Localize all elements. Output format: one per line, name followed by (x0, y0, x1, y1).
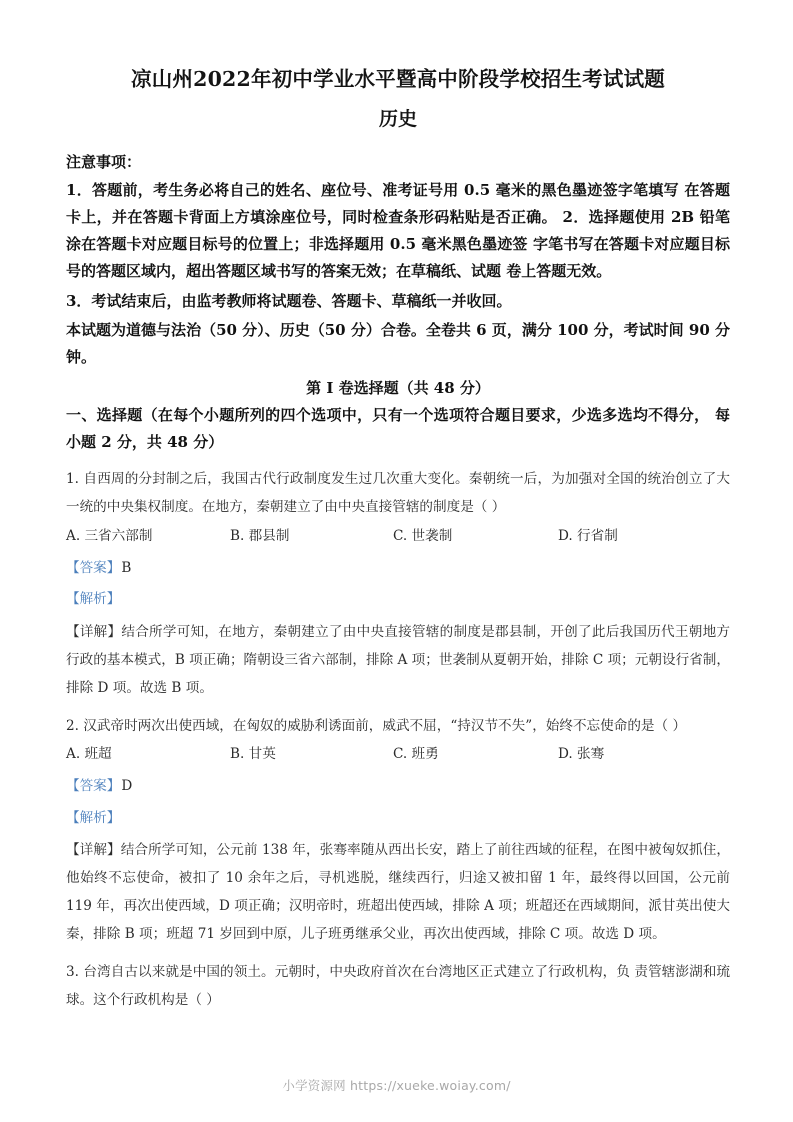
detail-text: 结合所学可知，公元前 138 年，张骞率随从西出长安，踏上了前往西域的征程，在图中被匈奴抓住，他始终不忘使命，被扣了 10 余年之后，寻机逃脱，继续西行，归途又被扣留 1 年，最终得以回国，公元前 119 年，再次出使西域，D 项正确；汉明帝时，班超出使西域，排除 A 项；班超还在西域期间，派甘英出使大秦，排除 B 项；班超 71 岁回到中原，儿子班勇继承父业，再次出使西域，排除 C 项。故选 D 项。 (66, 842, 731, 943)
analysis-line (66, 803, 730, 834)
option-b[interactable]: B. 郡县制 (230, 527, 290, 544)
document-subject: 历史 (378, 107, 417, 130)
detail-tag: 【详解】 (66, 623, 122, 640)
option-c[interactable]: C. 世袭制 (393, 527, 453, 544)
question-block-3 (66, 959, 730, 1015)
question-block-2 (66, 713, 730, 949)
answer-line (66, 771, 730, 802)
answer-value: D (121, 778, 133, 795)
answer-value: B (121, 559, 132, 576)
option-d[interactable]: D. 行省制 (558, 527, 618, 544)
option-a[interactable]: A. 班超 (66, 746, 112, 763)
page-content (66, 0, 730, 1015)
watermark: 小学资源网 https://xueke.woiay.com/ (282, 1078, 511, 1093)
answer-line (66, 553, 730, 584)
question-stem: 3. 台湾自古以来就是中国的领土。元朝时，中央政府首次在台湾地区正式建立了行政机构，负 责管辖澎湖和琉球。这个行政机构是（ ） (66, 963, 730, 1008)
notice-paragraph-1: 1．答题前，考生务必将自己的姓名、座位号、准考证号用 0.5 毫米的黑色墨迹签字笔填写 在答题卡上，并在答题卡背面上方填涂座位号，同时检查条形码粘贴是否正确。 2．选择题使用 2B 铅笔涂在答题卡对应题目标号的位置上；非选择题用 0.5 毫米黑色墨迹签 字笔书写在答题卡对应题目标号的答题区域内，超出答题区域书写的答案无效；在草稿纸、试题 卷上答题无效。 (66, 180, 730, 281)
section-lead-text: 一、选择题（在每个小题所列的四个选项中，只有一个选项符合题目要求，少选多选均不得分， 每小题 2 分，共 48 分） (66, 405, 730, 451)
detail-paragraph (66, 837, 730, 948)
question-options (66, 523, 730, 551)
analysis-tag: 【解析】 (66, 591, 121, 608)
analysis-line (66, 584, 730, 615)
question-block-1 (66, 466, 730, 702)
option-d[interactable]: D. 张骞 (558, 746, 605, 763)
question-stem: 1. 自西周的分封制之后，我国古代行政制度发生过几次重大变化。秦朝统一后，为加强对全国的统治创立了大一统的中央集权制度。在地方，秦朝建立了由中央直接管辖的制度是（ ） (66, 471, 730, 516)
option-a[interactable]: A. 三省六部制 (66, 527, 153, 544)
answer-tag: 【答案】 (66, 778, 121, 795)
detail-paragraph (66, 619, 730, 703)
option-b[interactable]: B. 甘英 (230, 746, 276, 763)
analysis-tag: 【解析】 (66, 809, 121, 826)
question-stem: 2. 汉武帝时两次出使西域，在匈奴的威胁利诱面前，威武不屈，“持汉节不失”，始终不忘使命的是（ ） (66, 717, 687, 734)
answer-tag: 【答案】 (66, 559, 121, 576)
notice-heading: 注意事项： (66, 153, 142, 172)
question-options (66, 741, 730, 769)
document-title: 凉山州2022年初中学业水平暨高中阶段学校招生考试试题 (131, 67, 665, 91)
notice-paragraph-3: 本试题为道德与法治（50 分）、历史（50 分）合卷。全卷共 6 页，满分 100 分，考试时间 90 分钟。 (66, 321, 730, 367)
option-c[interactable]: C. 班勇 (393, 746, 439, 763)
detail-text: 结合所学可知，在地方，秦朝建立了由中央直接管辖的制度是郡县制，开创了此后我国历代王朝地方行政的基本模式，B 项正确；隋朝设三省六部制，排除 A 项；世袭制从夏朝开始，排除 C 项；元朝设行省制，排除 D 项。故选 B 项。 (66, 623, 731, 696)
part-heading: 第 I 卷选择题（共 48 分） (306, 378, 490, 397)
detail-tag: 【详解】 (66, 842, 121, 859)
notice-paragraph-2: 3．考试结束后，由监考教师将试题卷、答题卡、草稿纸一并收回。 (66, 291, 512, 310)
